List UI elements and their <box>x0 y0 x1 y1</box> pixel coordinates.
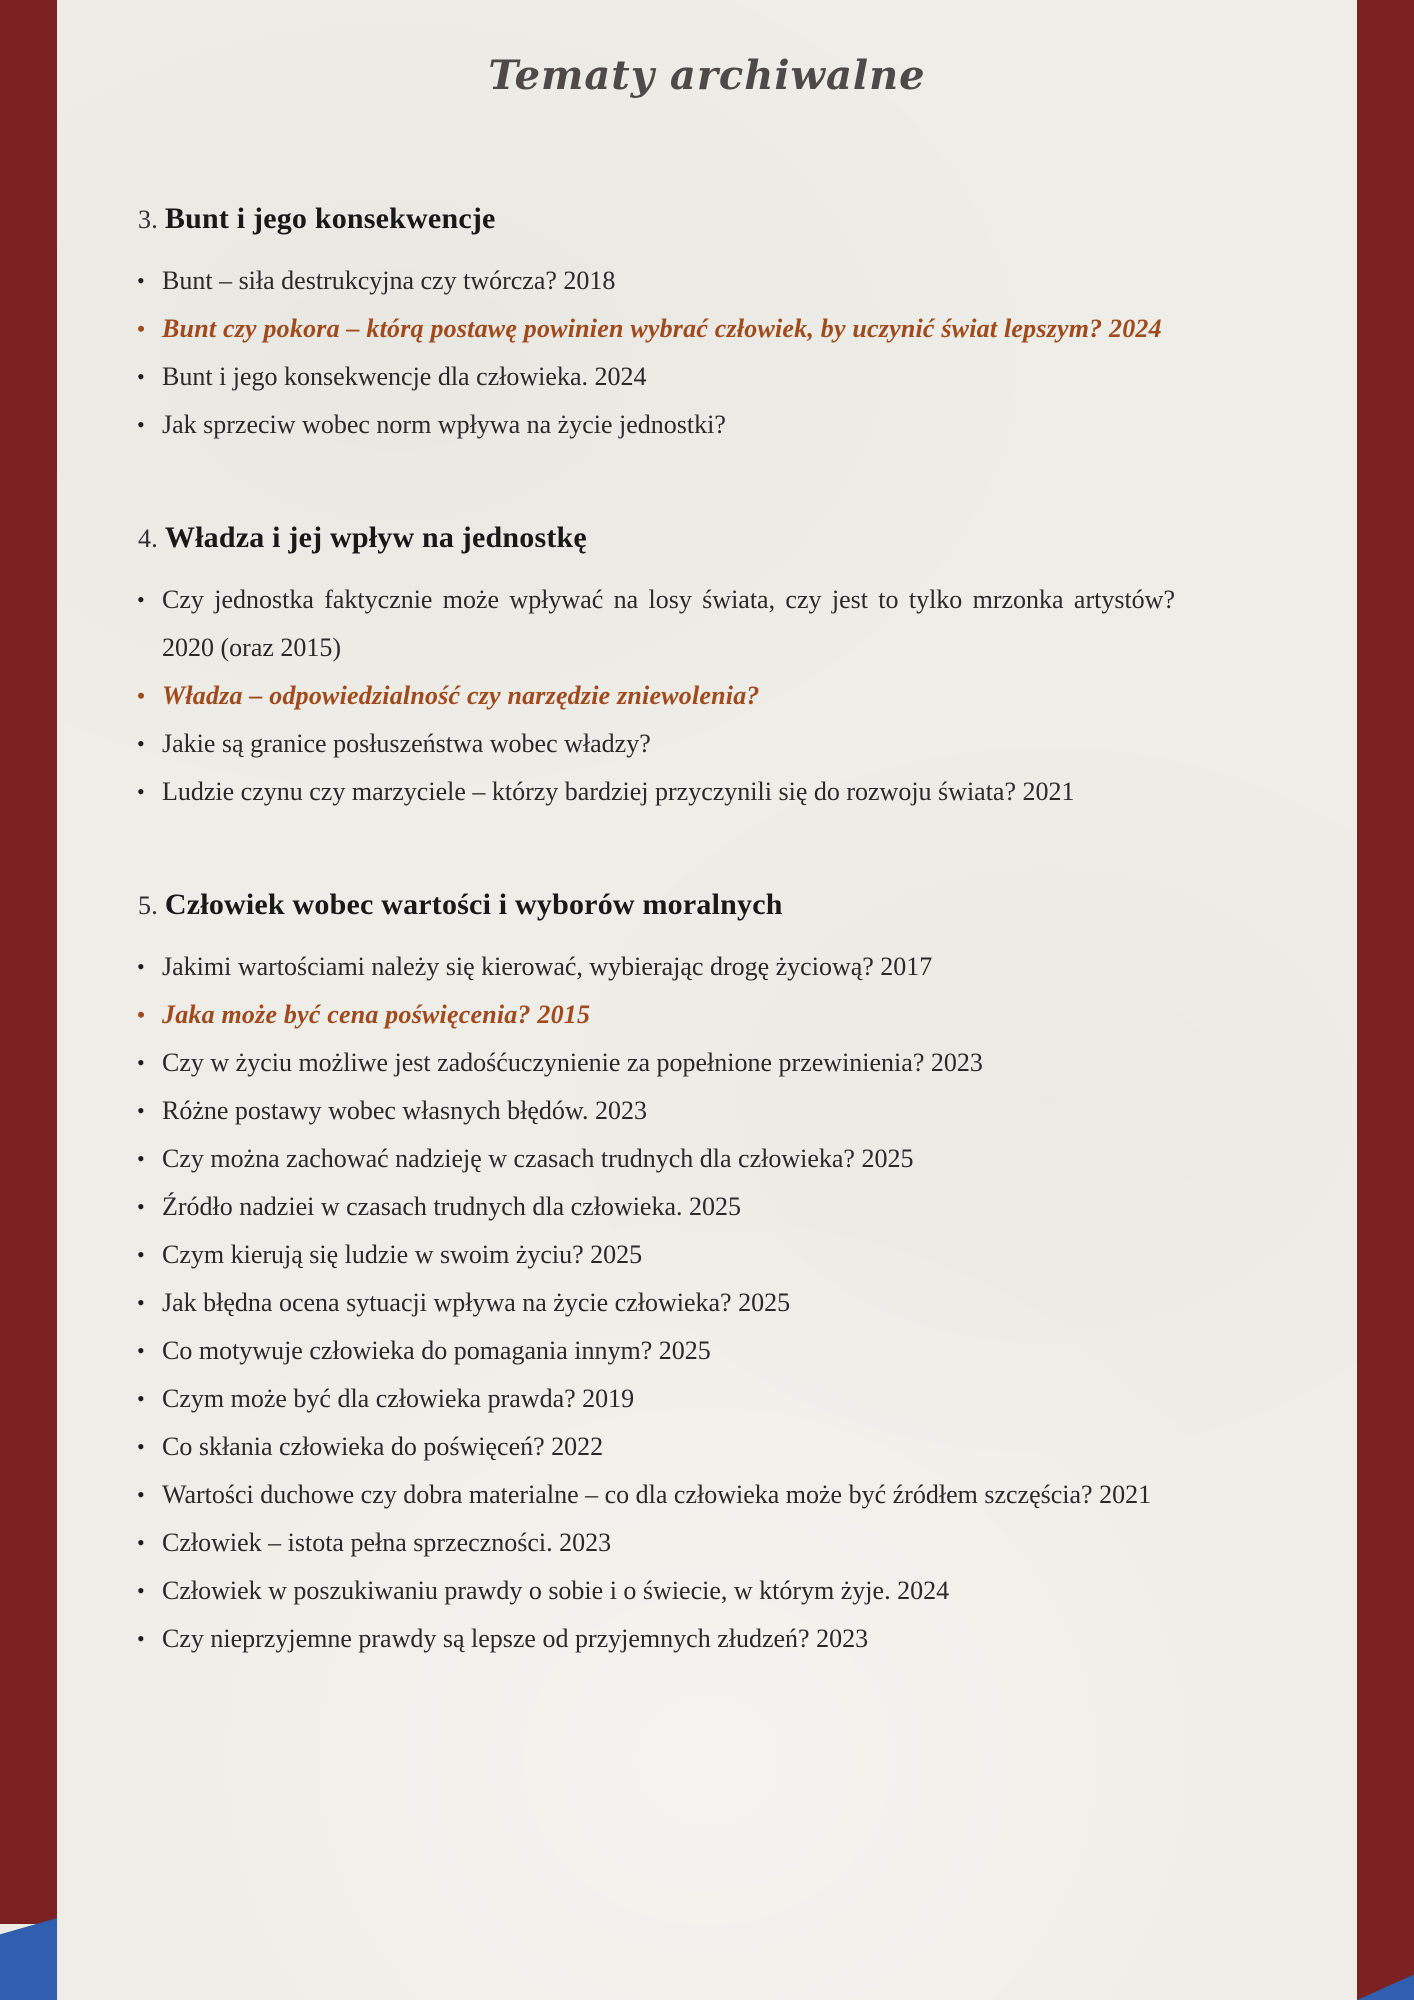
topic-text: Czy nieprzyjemne prawdy są lepsze od przyjemnych złudzeń? 2023 <box>162 1624 869 1653</box>
section-number: 3. <box>138 205 158 234</box>
topic-text: Bunt czy pokora – którą postawę powinien wybrać człowiek, by uczynić świat lepszym? 2024 <box>162 314 1162 343</box>
topic-item <box>135 1087 1175 1135</box>
bullet-icon: • <box>137 1386 145 1411</box>
left-border-bar <box>0 0 57 2000</box>
topic-item <box>135 1231 1175 1279</box>
bullet-icon: • <box>137 1530 145 1555</box>
topic-text: Bunt – siła destrukcyjna czy twórcza? 2018 <box>162 266 616 295</box>
bullet-icon: • <box>137 1434 145 1459</box>
bullet-icon: • <box>137 1338 145 1363</box>
topic-text: Władza – odpowiedzialność czy narzędzie zniewolenia? <box>162 681 760 710</box>
topic-text: Czy w życiu możliwe jest zadośćuczynienie za popełnione przewinienia? 2023 <box>162 1048 983 1077</box>
topic-item <box>135 1039 1175 1087</box>
bullet-icon: • <box>137 412 145 437</box>
section-heading: Władza i jej wpływ na jednostkę <box>164 521 587 554</box>
topic-item <box>135 1327 1175 1375</box>
topic-text: Czym kierują się ludzie w swoim życiu? 2025 <box>162 1240 643 1269</box>
bullet-icon: • <box>137 1098 145 1123</box>
topic-text: Czym może być dla człowieka prawda? 2019 <box>162 1384 635 1413</box>
topic-item <box>135 1567 1175 1615</box>
bullet-icon: • <box>137 1290 145 1315</box>
topic-item <box>135 257 1175 305</box>
sections-container <box>135 202 1279 1663</box>
section-header <box>138 202 1279 237</box>
left-border-blue-accent <box>0 1918 57 2000</box>
section-header <box>138 888 1279 923</box>
topic-list <box>135 576 1175 816</box>
topic-item <box>135 353 1175 401</box>
bullet-icon: • <box>137 316 145 341</box>
topic-item <box>135 1375 1175 1423</box>
bullet-icon: • <box>137 1242 145 1267</box>
topic-text: Źródło nadziei w czasach trudnych dla człowieka. 2025 <box>162 1192 741 1221</box>
topic-item <box>135 401 1175 449</box>
topic-item <box>135 1471 1175 1519</box>
topic-text: Jak błędna ocena sytuacji wpływa na życie człowieka? 2025 <box>162 1288 791 1317</box>
topic-item <box>135 1423 1175 1471</box>
topic-list <box>135 257 1175 449</box>
section-heading: Bunt i jego konsekwencje <box>164 202 496 235</box>
bullet-icon: • <box>137 1146 145 1171</box>
topic-item <box>135 672 1175 720</box>
topic-item <box>135 991 1175 1039</box>
section-number: 5. <box>138 891 158 920</box>
section-number: 4. <box>138 524 158 553</box>
bullet-icon: • <box>137 683 145 708</box>
bullet-icon: • <box>137 1626 145 1651</box>
topic-text: Wartości duchowe czy dobra materialne – co dla człowieka może być źródłem szczęścia? 2021 <box>162 1480 1152 1509</box>
topic-text: Co skłania człowieka do poświęceń? 2022 <box>162 1432 604 1461</box>
right-border-bar <box>1357 0 1414 2000</box>
topic-section <box>135 202 1279 449</box>
topic-section <box>135 521 1279 816</box>
right-border-maroon-fill <box>1357 0 1414 2000</box>
bullet-icon: • <box>137 1050 145 1075</box>
topic-item <box>135 768 1175 816</box>
bullet-icon: • <box>137 1002 145 1027</box>
topic-list <box>135 943 1175 1663</box>
topic-section <box>135 888 1279 1663</box>
bullet-icon: • <box>137 1482 145 1507</box>
bullet-icon: • <box>137 364 145 389</box>
topic-text: Jaka może być cena poświęcenia? 2015 <box>162 1000 591 1029</box>
topic-item <box>135 576 1175 672</box>
bullet-icon: • <box>137 954 145 979</box>
topic-text: Różne postawy wobec własnych błędów. 2023 <box>162 1096 647 1125</box>
topic-item <box>135 1135 1175 1183</box>
topic-text: Człowiek w poszukiwaniu prawdy o sobie i o świecie, w którym żyje. 2024 <box>162 1576 950 1605</box>
topic-text: Co motywuje człowieka do pomagania innym? 2025 <box>162 1336 711 1365</box>
section-header <box>138 521 1279 556</box>
topic-text: Jakie są granice posłuszeństwa wobec władzy? <box>162 729 651 758</box>
topic-text: Jak sprzeciw wobec norm wpływa na życie jednostki? <box>162 410 726 439</box>
topic-text: Bunt i jego konsekwencje dla człowieka. 2024 <box>162 362 647 391</box>
topic-item <box>135 943 1175 991</box>
left-border-maroon-fill <box>0 0 57 1924</box>
topic-text: Czy można zachować nadzieję w czasach trudnych dla człowieka? 2025 <box>162 1144 914 1173</box>
topic-item <box>135 1279 1175 1327</box>
section-heading: Człowiek wobec wartości i wyborów moralnych <box>164 888 783 921</box>
topic-text: Ludzie czynu czy marzyciele – którzy bardziej przyczynili się do rozwoju świata? 2021 <box>162 777 1075 806</box>
topic-item <box>135 305 1175 353</box>
topic-item <box>135 1183 1175 1231</box>
topic-text: Jakimi wartościami należy się kierować, wybierając drogę życiową? 2017 <box>162 952 933 981</box>
bullet-icon: • <box>137 1194 145 1219</box>
topic-item <box>135 1519 1175 1567</box>
topic-item <box>135 1615 1175 1663</box>
bullet-icon: • <box>137 779 145 804</box>
document-page <box>135 0 1279 1663</box>
topic-text: Czy jednostka faktycznie może wpływać na losy świata, czy jest to tylko mrzonka artystów? 2020 (oraz 2015) <box>162 585 1175 662</box>
page-title: Tematy archiwalne <box>488 52 926 99</box>
topic-text: Człowiek – istota pełna sprzeczności. 2023 <box>162 1528 612 1557</box>
bullet-icon: • <box>137 268 145 293</box>
bullet-icon: • <box>137 731 145 756</box>
bullet-icon: • <box>137 1578 145 1603</box>
topic-item <box>135 720 1175 768</box>
bullet-icon: • <box>137 587 145 612</box>
